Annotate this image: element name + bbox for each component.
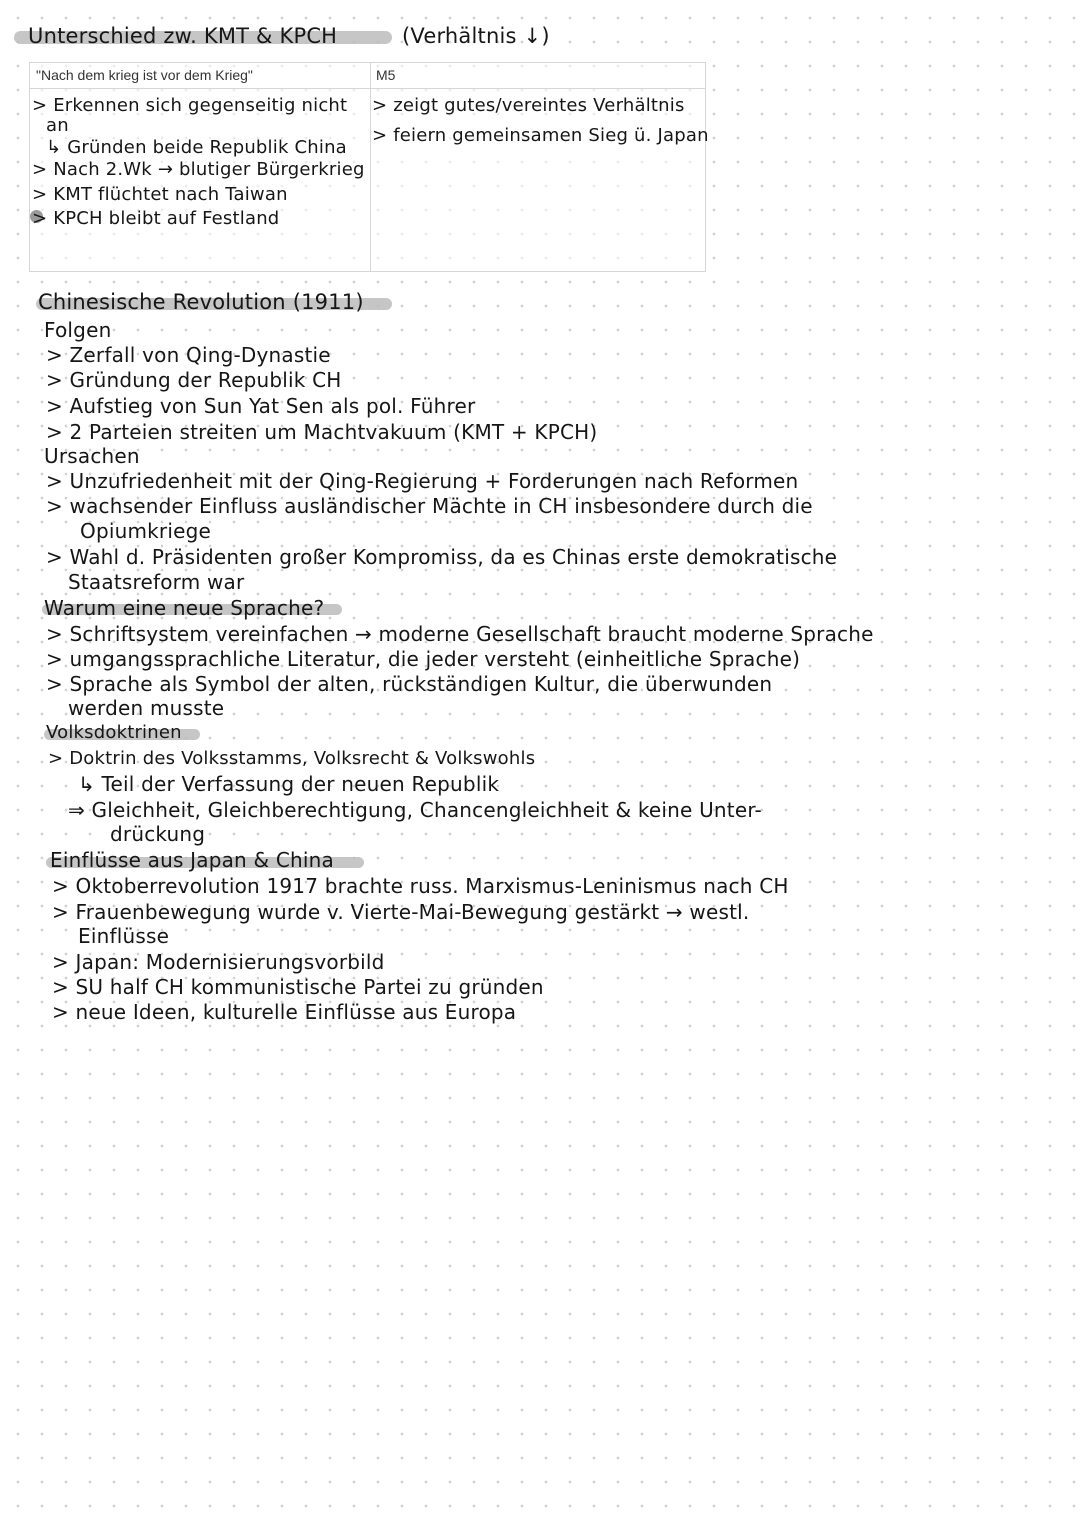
- table-col1-line: > KMT flüchtet nach Taiwan: [32, 184, 288, 205]
- volksdoktrinen-heading: Volksdoktrinen: [46, 722, 182, 743]
- page-title: Unterschied zw. KMT & KPCH: [28, 24, 338, 48]
- sprache-heading: Warum eine neue Sprache?: [44, 596, 325, 620]
- folgen-item: > 2 Parteien streiten um Machtvakuum (KMT + KPCH): [46, 420, 598, 444]
- table-col1-line: > Erkennen sich gegenseitig nicht: [32, 95, 348, 116]
- ursachen-item: Staatsreform war: [68, 570, 245, 594]
- table-col2-line: > feiern gemeinsamen Sieg ü. Japan: [372, 125, 709, 146]
- sprache-item: > Schriftsystem vereinfachen → moderne Gesellschaft braucht moderne Sprache: [46, 622, 874, 646]
- einfluesse-item: Einflüsse: [78, 924, 170, 948]
- volksdoktrinen-item: ↳ Teil der Verfassung der neuen Republik: [78, 772, 500, 796]
- table-header-col1: "Nach dem krieg ist vor dem Krieg": [36, 67, 253, 83]
- einfluesse-item: > Frauenbewegung wurde v. Vierte-Mai-Bewegung gestärkt → westl.: [52, 900, 750, 924]
- table-header-divider: [30, 88, 705, 89]
- ursachen-item: Opiumkriege: [80, 519, 212, 543]
- einfluesse-heading: Einflüsse aus Japan & China: [50, 848, 334, 872]
- folgen-item: > Aufstieg von Sun Yat Sen als pol. Führer: [46, 394, 476, 418]
- table-col1-line: ↳ Gründen beide Republik China: [46, 137, 347, 158]
- ursachen-item: > Unzufriedenheit mit der Qing-Regierung + Forderungen nach Reformen: [46, 469, 799, 493]
- ursachen-item: > Wahl d. Präsidenten großer Kompromiss, da es Chinas erste demokratische: [46, 545, 838, 569]
- volksdoktrinen-item: drückung: [110, 822, 206, 846]
- einfluesse-item: > Japan: Modernisierungsvorbild: [52, 950, 385, 974]
- ursachen-item: > wachsender Einfluss ausländischer Mächte in CH insbesondere durch die: [46, 494, 813, 518]
- table-col1-line: > KPCH bleibt auf Festland: [32, 208, 280, 229]
- revolution-heading: Chinesische Revolution (1911): [38, 290, 364, 314]
- table-col1-line: > Nach 2.Wk → blutiger Bürgerkrieg: [32, 159, 365, 180]
- einfluesse-item: > SU half CH kommunistische Partei zu gründen: [52, 975, 544, 999]
- ursachen-label: Ursachen: [44, 444, 140, 468]
- page-title-note: (Verhältnis ↓): [402, 24, 550, 48]
- table-col1-line: an: [46, 115, 69, 136]
- sprache-item: > Sprache als Symbol der alten, rückständigen Kultur, die überwunden: [46, 672, 773, 696]
- volksdoktrinen-item: > Doktrin des Volksstamms, Volksrecht & Volkswohls: [48, 748, 536, 769]
- sprache-item: > umgangssprachliche Literatur, die jeder versteht (einheitliche Sprache): [46, 647, 801, 671]
- sprache-item: werden musste: [68, 696, 225, 720]
- einfluesse-item: > Oktoberrevolution 1917 brachte russ. Marxismus-Leninismus nach CH: [52, 874, 789, 898]
- folgen-item: > Zerfall von Qing-Dynastie: [46, 343, 331, 367]
- table-header-col2: M5: [376, 67, 396, 83]
- table-column-divider: [370, 63, 371, 271]
- volksdoktrinen-item: ⇒ Gleichheit, Gleichberechtigung, Chancengleichheit & keine Unter-: [68, 798, 762, 822]
- table-col2-line: > zeigt gutes/vereintes Verhältnis: [372, 95, 685, 116]
- einfluesse-item: > neue Ideen, kulturelle Einflüsse aus Europa: [52, 1000, 517, 1024]
- folgen-label: Folgen: [44, 318, 112, 342]
- folgen-item: > Gründung der Republik CH: [46, 368, 342, 392]
